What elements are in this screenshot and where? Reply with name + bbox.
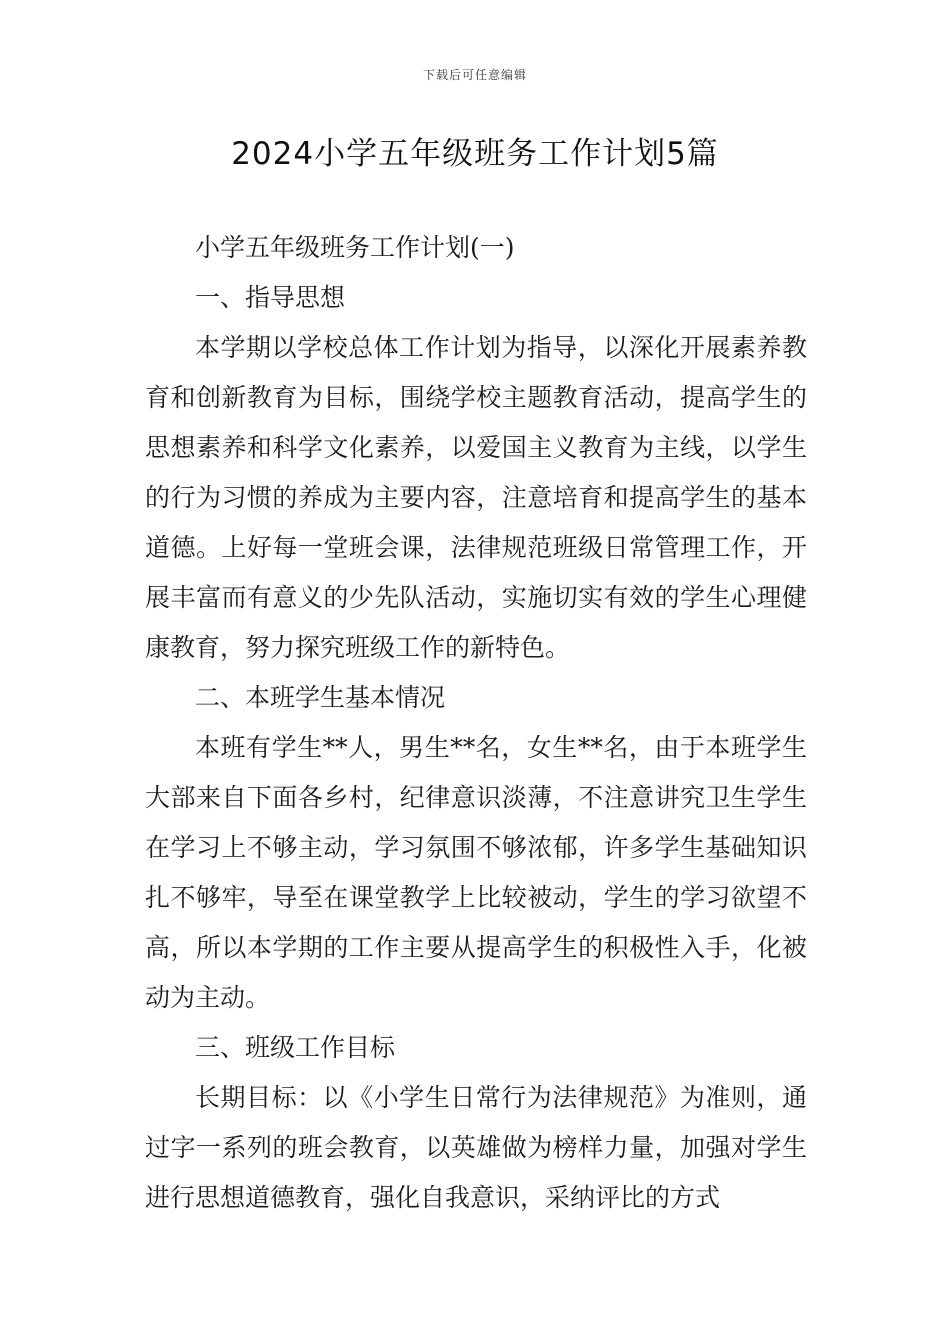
- paragraph-guiding-ideology: 本学期以学校总体工作计划为指导，以深化开展素养教育和创新教育为目标，围绕学校主题教育活动，提高学生的思想素养和科学文化素养，以爱国主义教育为主线，以学生的行为习惯的养成为主要内容，注意培育和提高学生的基本道德。上好每一堂班会课，法律规范班级日常管理工作，开展丰富而有意义的少先队活动，实施切实有效的学生心理健康教育，努力探究班级工作的新特色。: [145, 333, 807, 662]
- document-body: [145, 223, 807, 1223]
- document-title: 2024小学五年级班务工作计划5篇: [231, 136, 719, 172]
- heading-work-goals: 三、班级工作目标: [195, 1033, 396, 1062]
- heading-guiding-ideology: 一、指导思想: [195, 283, 346, 312]
- heading-class-situation: 二、本班学生基本情况: [195, 683, 446, 712]
- section-subtitle: 小学五年级班务工作计划(一): [195, 233, 515, 262]
- paragraph-long-term-goals: 长期目标：以《小学生日常行为法律规范》为准则，通过字一系列的班会教育，以英雄做为榜样力量，加强对学生进行思想道德教育，强化自我意识，采纳评比的方式: [145, 1083, 807, 1212]
- download-note: 下载后可任意编辑: [422, 68, 527, 82]
- paragraph-class-situation: 本班有学生**人，男生**名，女生**名，由于本班学生大部来自下面各乡村，纪律意识淡薄，不注意讲究卫生学生在学习上不够主动，学习氛围不够浓郁，许多学生基础知识扎不够牢，导至在课堂教学上比较被动，学生的学习欲望不高，所以本学期的工作主要从提高学生的积极性入手，化被动为主动。: [145, 733, 807, 1012]
